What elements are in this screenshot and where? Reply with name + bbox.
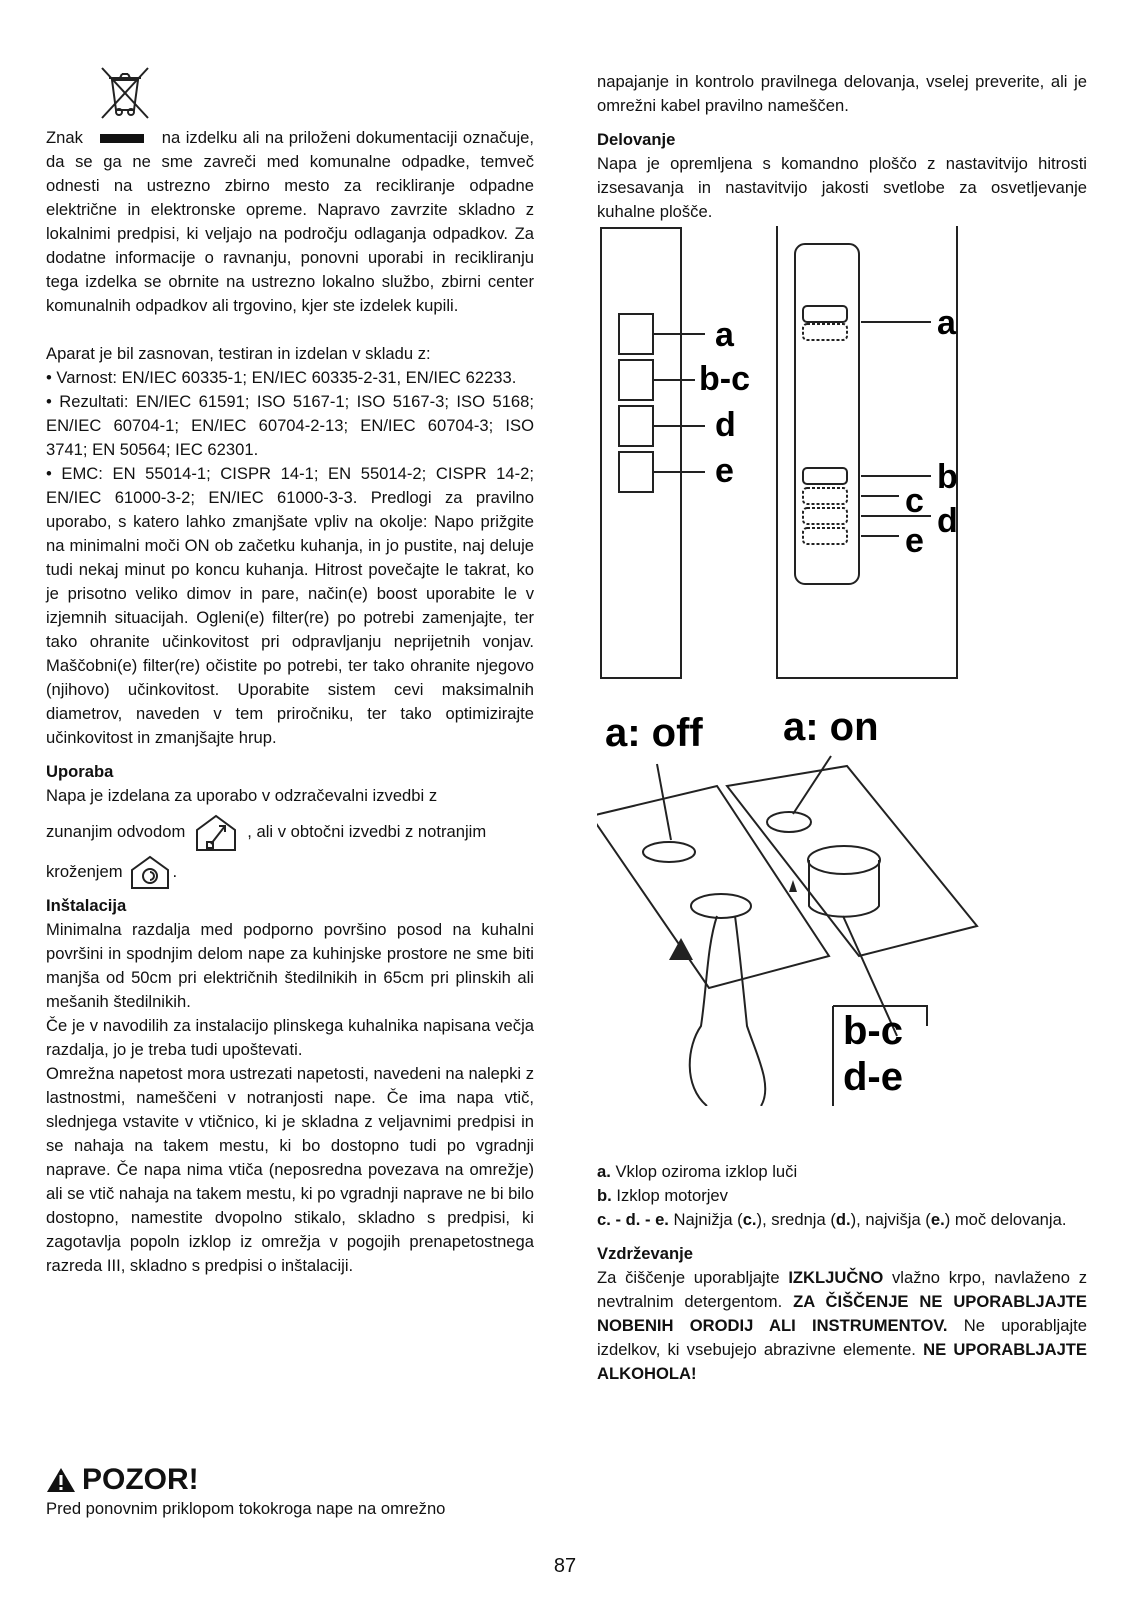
panel-right-drawing [777, 226, 957, 678]
weee-text: na izdelku ali na priloženi dokumentaciji označuje, da se ga ne sme zavreči med komunalne odpadke, temveč odnesti na ustrezno zbirno mesto za recikliranje odpadne električne in elektronske opreme. Napravo zavrzite skladno z lokalnimi predpisi, ki veljajo na področju odlaganja odpadkov. Za dodatne informacije o ravnanju, ponovni uporabi in recikliranju tega izdelka se obrnite na ustrezno lokalno službo, zbirni center komunalnih odpadkov ali trgovino, kjer ste izdelek kupili. [46, 128, 534, 315]
warning-text: Pred ponovnim priklopom tokokroga nape na omrežno [46, 1499, 446, 1518]
weee-text-start: Znak [46, 128, 83, 147]
left-column [46, 126, 534, 1278]
legend-cde-1: Najnižja ( [668, 1210, 743, 1229]
right-label-b: b [937, 458, 958, 496]
uporaba-text-extraction: zunanjim odvodom [46, 822, 186, 841]
delovanje-text: Napa je opremljena s komandno ploščo z nastavitvijo hitrosti izsesavanja in nastavitvijo jakosti svetlobe za osvetljevanje kuhalne plošče. [597, 154, 1087, 221]
left-label-a: a [715, 316, 734, 354]
legend-block [597, 1160, 1087, 1386]
heading-vzdrzevanje: Vzdrževanje [597, 1244, 693, 1263]
label-a-on: a: on [783, 705, 879, 749]
left-label-bc: b-c [699, 360, 750, 398]
uporaba-line-1: Napa je izdelana za uporabo v odzračevalni izvedbi z [46, 786, 438, 805]
legend-cde-4: ) moč delovanja. [944, 1210, 1067, 1229]
label-bc: b-c [843, 1009, 903, 1053]
compliance-performance: • Rezultati: EN/IEC 61591; ISO 5167-1; ISO 5167-3; ISO 5168; EN/IEC 60704-1; EN/IEC 60704-2-13; EN/IEC 60704-3; ISO 3741; EN 50564; IEC 62301. [46, 392, 534, 459]
legend-a-key: a. [597, 1162, 611, 1181]
vzd-b3: NE UPORABLJAJTE ALKOHOLA! [597, 1340, 1088, 1383]
label-a-off: a: off [605, 711, 703, 755]
vzd-b2: ZA ČIŠČENJE NE UPORABLJAJTE NOBENIH ORODIJ ALI INSTRUMENTOV. [597, 1292, 1088, 1335]
vzd-2: vlažno krpo, navlaženo z nevtralnim detergentom. [597, 1268, 1087, 1311]
heading-uporaba: Uporaba [46, 762, 114, 781]
compliance-intro: Aparat je bil zasnovan, testiran in izdelan v skladu z: [46, 344, 431, 363]
right-label-e: e [905, 522, 924, 560]
vzd-b1: IZKLJUČNO [788, 1268, 884, 1287]
warning-triangle-icon [46, 1467, 76, 1493]
legend-a [597, 1160, 1087, 1184]
vzd-3: Ne uporabljajte izdelkov, ki vsebujejo abrazivne elemente. [597, 1316, 1088, 1359]
right-column [597, 70, 1087, 224]
weee-bar-icon [100, 134, 144, 143]
arrow-down-icon [789, 880, 797, 892]
warning-title: POZOR! [82, 1463, 199, 1496]
right-label-d: d [937, 502, 958, 540]
legend-b [597, 1184, 1087, 1208]
external-vent-icon [193, 812, 239, 852]
uporaba-text-recirc: , ali v obtočni izvedbi z notranjim [247, 822, 487, 841]
vzdrzevanje-text [597, 1266, 1087, 1386]
compliance-emc: • EMC: EN 55014-1; CISPR 14-1; EN 55014-2; CISPR 14-2; EN/IEC 61000-3-2; EN/IEC 61000-3-3. Predlogi za pravilno uporabo, s katero lahko zmanjšate vpliv na okolje: Napo prižgite na minimalni moči ON ob začetku kuhanja, in jo pustite, naj deluje tudi nekaj minut po koncu kuhanja. Hitrost povečajte le takrat, ko je prisotno veliko dimov in pare, način(e) boost uporabite le v izjemnih situacijah. Ogleni(e) filter(re) po potrebi zamenjajte, ter tako ohranite učinkovitost pri odpravljanju neprijetnih vonjav. Maščobni(e) filter(re) očistite po potrebi, ter tako ohranite njegovo (njihovo) učinkovitost. Uporabite sistem cevi maksimalnih diametrov, naveden v tem priročniku, ter tako optimizirajte učinkovitost in zmanjšajte hrup. [46, 464, 534, 747]
legend-b-text: Izklop motorjev [611, 1186, 728, 1205]
control-panel-figure [597, 226, 997, 1106]
instalacija-p1: Minimalna razdalja med podporno površino posod na kuhalni površini in spodnjim delom nape za kuhinjske prostore ne sme biti manjša od 50cm pri električnih štedilnikih in 65cm pri plinskih ali mešanih štedilnikih. [46, 920, 534, 1011]
weee-paragraph [46, 126, 534, 318]
instalacija-p2: Če je v navodilih za instalacijo plinskega kuhalnika napisana večja razdalja, jo je treba tudi upoštevati. [46, 1016, 534, 1059]
uporaba-line-2 [46, 812, 534, 852]
warning-heading [46, 1462, 199, 1498]
hood-plates-drawing [597, 756, 977, 1106]
legend-cde-2: ), srednja ( [756, 1210, 836, 1229]
recirculation-icon [129, 854, 171, 890]
legend-cde-key: c. - d. - e. [597, 1210, 669, 1229]
left-label-d: d [715, 406, 736, 444]
legend-cde-3: ), najvišja ( [850, 1210, 931, 1229]
heading-delovanje: Delovanje [597, 130, 676, 149]
legend-e: e. [930, 1210, 945, 1229]
page-number: 87 [553, 1555, 577, 1577]
arrow-up-icon [669, 938, 693, 960]
right-continuation: napajanje in kontrolo pravilnega delovanja, vselej preverite, ali je omrežni kabel pravilno nameščen. [597, 72, 1087, 115]
uporaba-period: . [172, 862, 178, 881]
left-label-e: e [715, 452, 734, 490]
compliance-safety: • Varnost: EN/IEC 60335-1; EN/IEC 60335-2-31, EN/IEC 62233. [46, 368, 517, 387]
vzd-1: Za čiščenje uporabljajte [597, 1268, 789, 1287]
legend-c: c. [742, 1210, 757, 1229]
right-label-a: a [937, 304, 956, 342]
instalacija-p3: Omrežna napetost mora ustrezati napetosti, navedeni na nalepki z lastnostmi, nameščeni v notranjosti nape. Če ima napa vtič, slednjega vstavite v vtičnico, ki je skladna z veljavnimi predpisi in se nahaja na takem mestu, ki bo dostopno tudi po vgradnji naprave. Če napa nima vtiča (neposredna povezava na omrežje) ali se vtič nahaja na takem mestu, ki po vgradnji naprave ne bi bilo dostopno, namestite dvopolno stikalo, skladno s predpisi, ki zagotavlja popoln izklop iz omrežja v pogojih prenapetostnega razreda III, skladno s predpisi o inštalaciji. [46, 1064, 534, 1275]
label-de: d-e [843, 1055, 903, 1099]
uporaba-line-3 [46, 854, 534, 890]
right-label-c: c [905, 482, 924, 520]
panel-left-drawing [601, 228, 705, 678]
uporaba-text-circ: kroženjem [46, 862, 123, 881]
legend-b-key: b. [597, 1186, 612, 1205]
heading-instalacija: Inštalacija [46, 896, 127, 915]
legend-a-text: Vklop oziroma izklop luči [610, 1162, 798, 1181]
legend-d: d. [835, 1210, 851, 1229]
legend-cde [597, 1208, 1087, 1232]
weee-crossed-bin-icon [100, 66, 150, 120]
